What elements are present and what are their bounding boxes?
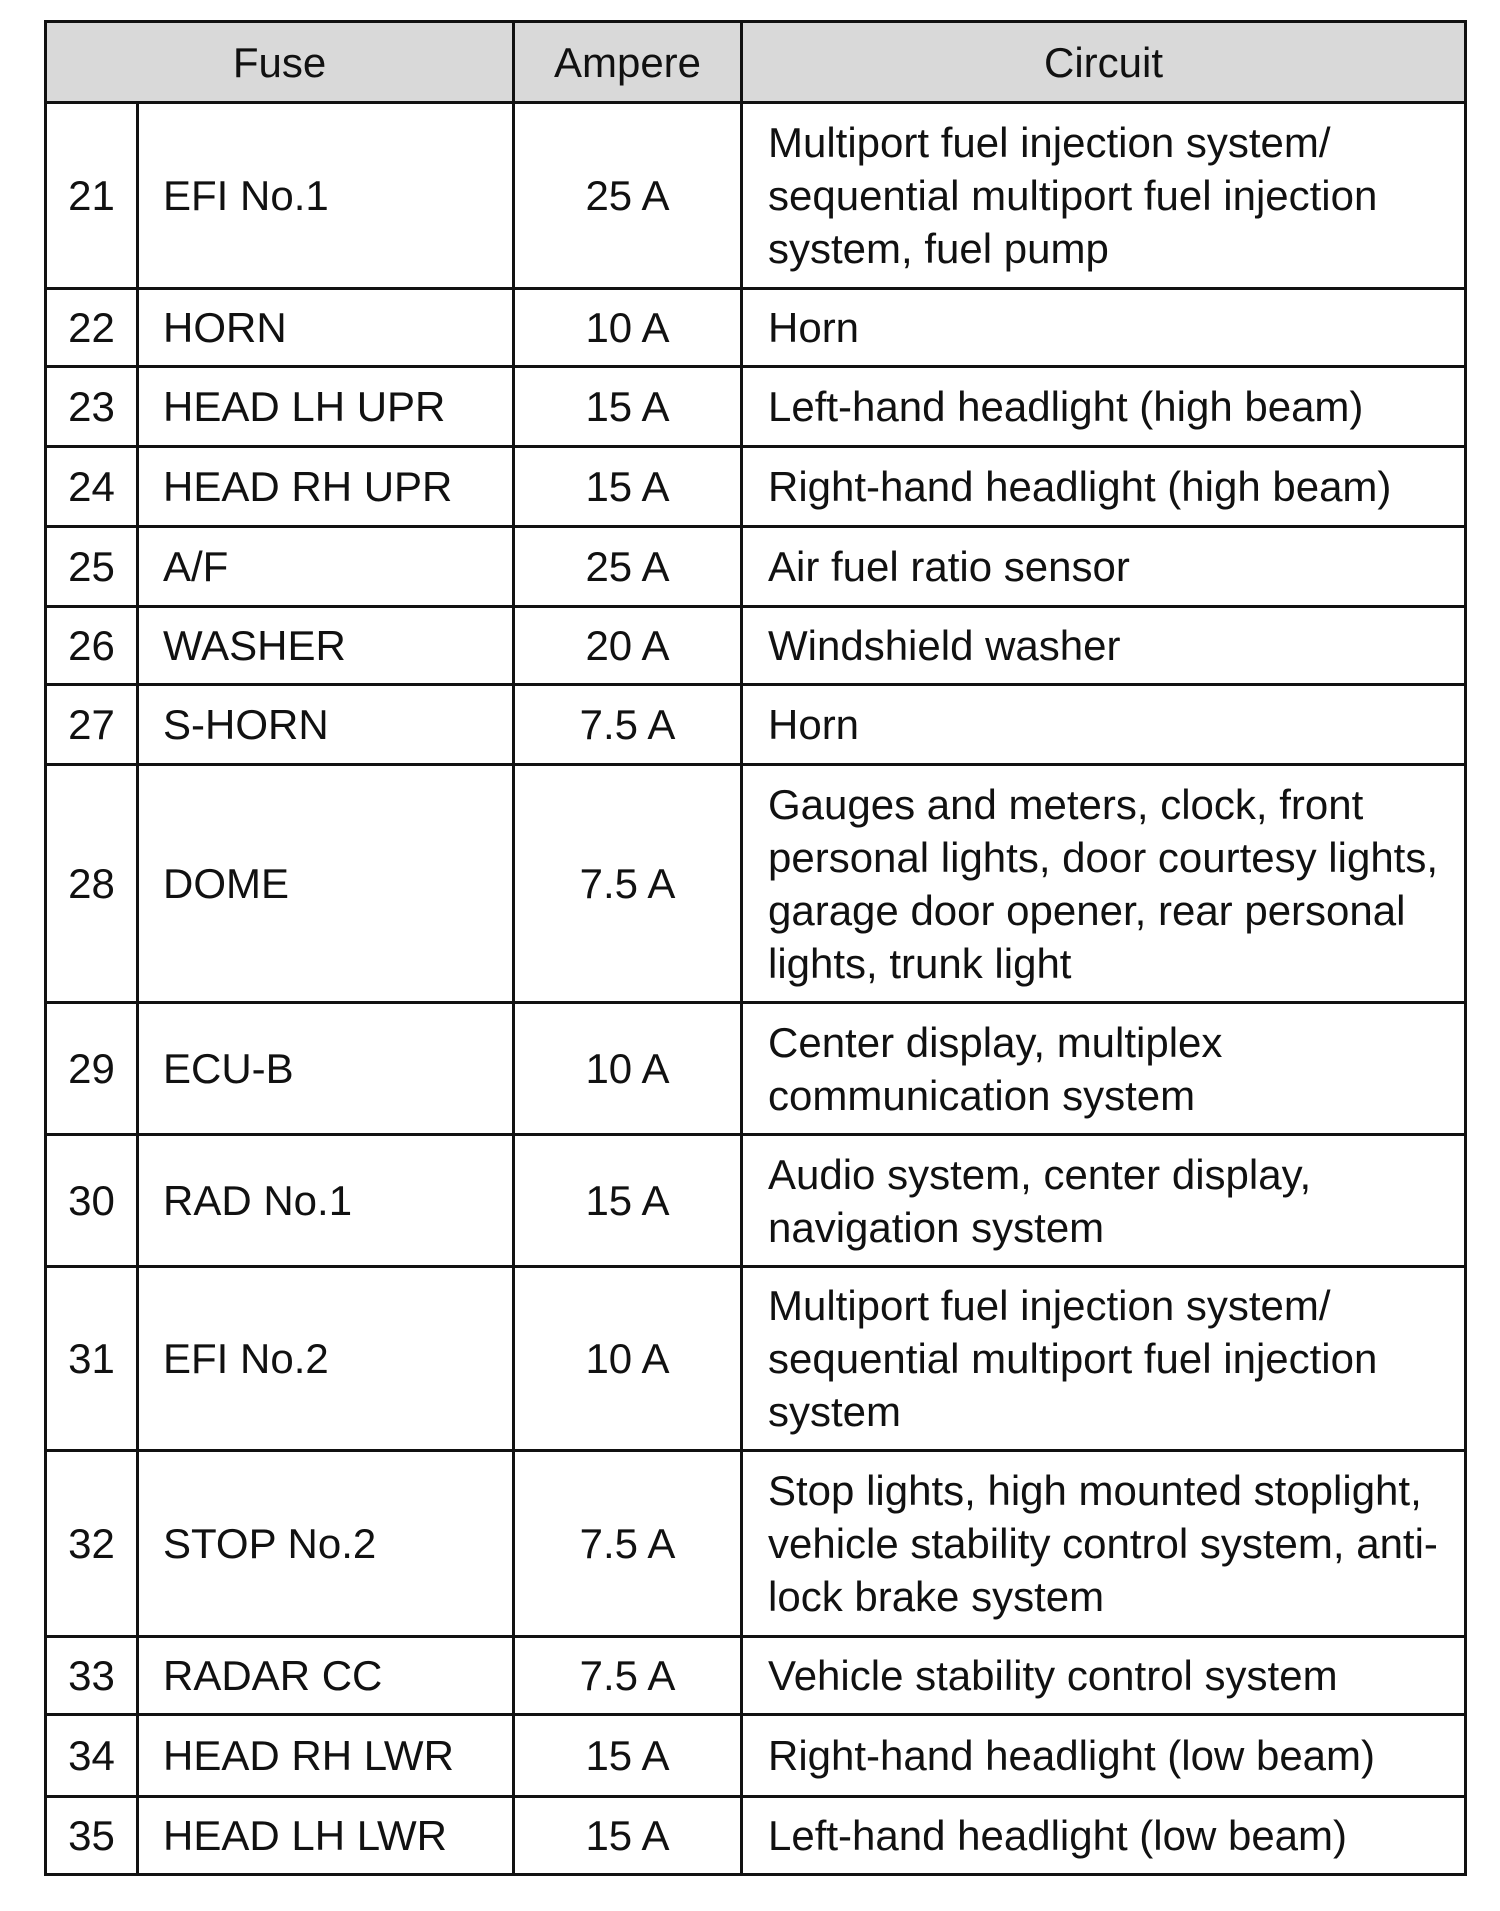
fuse-ampere: 20 A: [514, 607, 742, 685]
table-row: [46, 103, 1466, 289]
table-row: [46, 447, 1466, 527]
fuse-name: EFI No.1: [138, 103, 514, 289]
header-circuit: Circuit: [742, 22, 1466, 103]
fuse-number: 21: [46, 103, 138, 289]
fuse-circuit: Horn: [742, 685, 1466, 765]
table-row: [46, 1637, 1466, 1715]
table-row: [46, 527, 1466, 607]
fuse-number: 24: [46, 447, 138, 527]
fuse-name: DOME: [138, 765, 514, 1003]
fuse-number: 26: [46, 607, 138, 685]
table-header-row: [46, 22, 1466, 103]
fuse-number: 32: [46, 1451, 138, 1637]
fuse-number: 34: [46, 1715, 138, 1797]
fuse-ampere: 7.5 A: [514, 685, 742, 765]
table-row: [46, 765, 1466, 1003]
fuse-ampere: 7.5 A: [514, 1637, 742, 1715]
table-row: [46, 1267, 1466, 1451]
fuse-circuit: Right-hand headlight (high beam): [742, 447, 1466, 527]
fuse-name: HORN: [138, 289, 514, 367]
fuse-number: 23: [46, 367, 138, 447]
fuse-name: HEAD RH UPR: [138, 447, 514, 527]
fuse-name: RAD No.1: [138, 1135, 514, 1267]
fuse-number: 28: [46, 765, 138, 1003]
header-fuse: Fuse: [46, 22, 514, 103]
fuse-ampere: 10 A: [514, 1003, 742, 1135]
table-row: [46, 289, 1466, 367]
fuse-ampere: 15 A: [514, 1797, 742, 1875]
fuse-name: HEAD RH LWR: [138, 1715, 514, 1797]
table-row: [46, 367, 1466, 447]
table-body: [46, 103, 1466, 1875]
fuse-circuit: Center display, multiplex communication system: [742, 1003, 1466, 1135]
fuse-circuit: Vehicle stability control system: [742, 1637, 1466, 1715]
table-row: [46, 1003, 1466, 1135]
table-row: [46, 1797, 1466, 1875]
fuse-number: 22: [46, 289, 138, 367]
table-row: [46, 607, 1466, 685]
table-row: [46, 1451, 1466, 1637]
fuse-name: WASHER: [138, 607, 514, 685]
fuse-circuit: Horn: [742, 289, 1466, 367]
fuse-ampere: 7.5 A: [514, 1451, 742, 1637]
fuse-name: HEAD LH UPR: [138, 367, 514, 447]
fuse-circuit: Air fuel ratio sensor: [742, 527, 1466, 607]
fuse-ampere: 25 A: [514, 103, 742, 289]
fuse-name: ECU-B: [138, 1003, 514, 1135]
fuse-circuit: Right-hand headlight (low beam): [742, 1715, 1466, 1797]
fuse-circuit: Multiport fuel injection system/ sequential multiport fuel injection system, fuel pump: [742, 103, 1466, 289]
fuse-number: 27: [46, 685, 138, 765]
fuse-name: S-HORN: [138, 685, 514, 765]
fuse-name: HEAD LH LWR: [138, 1797, 514, 1875]
fuse-circuit: Left-hand headlight (low beam): [742, 1797, 1466, 1875]
fuse-ampere: 15 A: [514, 1135, 742, 1267]
fuse-ampere: 10 A: [514, 289, 742, 367]
fuse-name: A/F: [138, 527, 514, 607]
fuse-table: [44, 20, 1467, 1876]
table-row: [46, 1715, 1466, 1797]
fuse-number: 25: [46, 527, 138, 607]
fuse-circuit: Gauges and meters, clock, front personal lights, door courtesy lights, garage door opener, rear personal lights, trunk light: [742, 765, 1466, 1003]
fuse-circuit: Windshield washer: [742, 607, 1466, 685]
fuse-number: 31: [46, 1267, 138, 1451]
fuse-name: STOP No.2: [138, 1451, 514, 1637]
fuse-circuit: Multiport fuel injection system/ sequential multiport fuel injection system: [742, 1267, 1466, 1451]
fuse-ampere: 7.5 A: [514, 765, 742, 1003]
fuse-circuit: Left-hand headlight (high beam): [742, 367, 1466, 447]
table-row: [46, 685, 1466, 765]
fuse-circuit: Audio system, center display, navigation system: [742, 1135, 1466, 1267]
fuse-ampere: 25 A: [514, 527, 742, 607]
table-row: [46, 1135, 1466, 1267]
fuse-name: RADAR CC: [138, 1637, 514, 1715]
fuse-ampere: 15 A: [514, 367, 742, 447]
fuse-number: 35: [46, 1797, 138, 1875]
fuse-name: EFI No.2: [138, 1267, 514, 1451]
fuse-number: 33: [46, 1637, 138, 1715]
fuse-ampere: 10 A: [514, 1267, 742, 1451]
fuse-ampere: 15 A: [514, 447, 742, 527]
fuse-ampere: 15 A: [514, 1715, 742, 1797]
fuse-number: 30: [46, 1135, 138, 1267]
header-ampere: Ampere: [514, 22, 742, 103]
fuse-circuit: Stop lights, high mounted stoplight, vehicle stability control system, anti-lock brake system: [742, 1451, 1466, 1637]
fuse-number: 29: [46, 1003, 138, 1135]
